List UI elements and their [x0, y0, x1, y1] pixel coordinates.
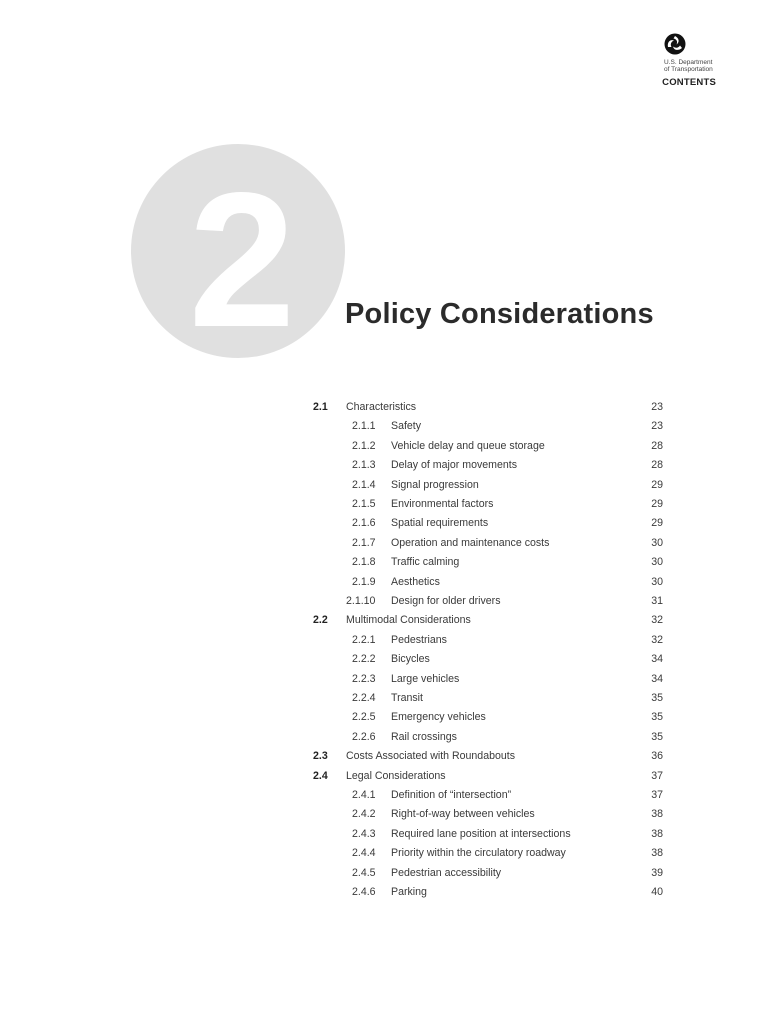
toc-entry-title[interactable]: Spatial requirements: [391, 517, 489, 530]
toc-section-entry[interactable]: [0, 611, 770, 630]
toc-entry-page: 37: [651, 789, 663, 801]
logo-line-1: U.S. Department: [664, 59, 713, 66]
toc-entry-title[interactable]: Vehicle delay and queue storage: [391, 439, 545, 452]
toc-entry-number: 2.1.7: [352, 536, 376, 549]
toc-subsection-entry[interactable]: [0, 844, 770, 863]
toc-entry-title[interactable]: Traffic calming: [391, 556, 460, 569]
toc-entry-title[interactable]: Bicycles: [391, 653, 430, 666]
toc-entry-page: 28: [651, 459, 663, 472]
toc-section-entry[interactable]: [0, 767, 770, 786]
toc-subsection-entry[interactable]: [0, 534, 770, 553]
toc-subsection-entry[interactable]: [0, 670, 770, 689]
toc-entry-title[interactable]: Delay of major movements: [391, 459, 517, 472]
toc-entry-title[interactable]: Pedestrian accessibility: [391, 866, 502, 879]
contents-link[interactable]: CONTENTS: [662, 77, 716, 88]
toc-subsection-entry[interactable]: [0, 689, 770, 708]
toc-subsection-entry[interactable]: [0, 456, 770, 475]
toc-entry-number: 2.1.6: [352, 517, 376, 530]
toc-entry-number: 2.1.9: [352, 575, 376, 588]
toc-subsection-entry[interactable]: [0, 573, 770, 592]
toc-entry-title[interactable]: Large vehicles: [391, 672, 460, 685]
toc-entry-number: 2.1.10: [346, 595, 376, 607]
toc-entry-number: 2.4.1: [352, 789, 376, 801]
toc-entry-title[interactable]: Legal Considerations: [346, 769, 446, 782]
toc-entry-page: 30: [651, 536, 663, 549]
toc-entry-title[interactable]: Multimodal Considerations: [346, 614, 471, 627]
toc-entry-title[interactable]: Definition of “intersection”: [391, 789, 512, 801]
toc-subsection-entry[interactable]: [0, 514, 770, 533]
toc-entry-page: 30: [651, 575, 663, 588]
toc-entry-number: 2.2.3: [352, 672, 376, 685]
toc-subsection-entry[interactable]: [0, 476, 770, 495]
toc-subsection-entry[interactable]: [0, 631, 770, 650]
chapter-number: 2: [188, 152, 296, 359]
toc-entry-page: 30: [651, 556, 663, 569]
toc-entry-title[interactable]: Operation and maintenance costs: [391, 536, 550, 549]
toc-entry-title[interactable]: Rail crossings: [391, 730, 457, 743]
toc-subsection-entry[interactable]: [0, 883, 770, 902]
toc-entry-page: 38: [651, 847, 663, 860]
toc-subsection-entry[interactable]: [0, 417, 770, 436]
toc-subsection-entry[interactable]: [0, 864, 770, 883]
toc-entry-number: 2.2.1: [352, 633, 376, 646]
toc-subsection-entry[interactable]: [0, 592, 770, 611]
toc-entry-number: 2.2.4: [352, 692, 376, 704]
toc-entry-page: 34: [651, 672, 663, 685]
toc-entry-page: 23: [651, 401, 663, 413]
toc-entry-number: 2.4.5: [352, 866, 376, 879]
toc-entry-page: 38: [651, 808, 663, 821]
toc-entry-number: 2.2.2: [352, 653, 376, 666]
dot-triskelion-icon: [664, 33, 686, 55]
toc-subsection-entry[interactable]: [0, 805, 770, 824]
toc-subsection-entry[interactable]: [0, 728, 770, 747]
toc-entry-title[interactable]: Emergency vehicles: [391, 711, 486, 724]
toc-entry-title[interactable]: Characteristics: [346, 401, 417, 413]
toc-entry-page: 29: [651, 517, 663, 530]
toc-entry-page: 32: [651, 614, 663, 627]
toc-entry-number: 2.1.2: [352, 439, 376, 452]
toc-entry-page: 38: [651, 827, 663, 840]
toc-entry-title[interactable]: Transit: [391, 692, 423, 704]
toc-section-entry[interactable]: [0, 747, 770, 766]
toc-entry-number: 2.3: [313, 750, 328, 763]
toc-entry-number: 2.1.4: [352, 478, 376, 491]
toc-entry-number: 2.1.8: [352, 556, 376, 569]
toc-entry-title[interactable]: Design for older drivers: [391, 595, 501, 607]
toc-entry-number: 2.2.6: [352, 730, 376, 743]
toc-entry-page: 39: [651, 866, 663, 879]
toc-entry-page: 31: [651, 595, 663, 607]
toc-entry-number: 2.1: [313, 401, 328, 413]
toc-section-entry[interactable]: [0, 398, 770, 417]
toc-entry-title[interactable]: Priority within the circulatory roadway: [391, 847, 566, 860]
toc-entry-number: 2.2: [313, 614, 328, 627]
toc-entry-page: 28: [651, 439, 663, 452]
toc-entry-number: 2.4: [313, 769, 328, 782]
toc-entry-page: 34: [651, 653, 663, 666]
toc-subsection-entry[interactable]: [0, 437, 770, 456]
toc-entry-page: 29: [651, 498, 663, 510]
toc-entry-number: 2.2.5: [352, 711, 376, 724]
toc-entry-number: 2.4.6: [352, 886, 376, 898]
toc-entry-page: 37: [651, 769, 663, 782]
toc-entry-title[interactable]: Environmental factors: [391, 498, 494, 510]
toc-entry-page: 35: [651, 711, 663, 724]
toc-entry-number: 2.1.5: [352, 498, 376, 510]
toc-subsection-entry[interactable]: [0, 553, 770, 572]
toc-entry-title[interactable]: Parking: [391, 886, 427, 898]
toc-entry-title[interactable]: Right-of-way between vehicles: [391, 808, 535, 821]
toc-entry-title[interactable]: Signal progression: [391, 478, 479, 491]
toc-entry-title[interactable]: Pedestrians: [391, 633, 447, 646]
toc-subsection-entry[interactable]: [0, 650, 770, 669]
toc-entry-number: 2.1.3: [352, 459, 376, 472]
chapter-title: Policy Considerations: [345, 298, 654, 330]
toc-entry-number: 2.1.1: [352, 420, 376, 433]
logo-line-2: of Transportation: [664, 66, 713, 73]
toc-entry-page: 29: [651, 478, 663, 491]
toc-entry-page: 36: [651, 750, 663, 763]
toc-subsection-entry[interactable]: [0, 495, 770, 514]
toc-subsection-entry[interactable]: [0, 786, 770, 805]
toc-entry-title[interactable]: Safety: [391, 420, 422, 433]
toc-entry-page: 35: [651, 692, 663, 704]
toc-entry-title[interactable]: Aesthetics: [391, 575, 440, 588]
toc-subsection-entry[interactable]: [0, 708, 770, 727]
toc-entry-title[interactable]: Required lane position at intersections: [391, 827, 571, 840]
toc-entry-page: 35: [651, 730, 663, 743]
toc-entry-number: 2.4.2: [352, 808, 376, 821]
chapter-number-graphic: [130, 143, 346, 359]
toc-subsection-entry[interactable]: [0, 825, 770, 844]
toc-entry-page: 32: [651, 633, 663, 646]
toc-entry-page: 23: [651, 420, 663, 433]
toc-entry-title[interactable]: Costs Associated with Roundabouts: [346, 750, 516, 763]
toc-entry-number: 2.4.3: [352, 827, 376, 840]
toc-entry-number: 2.4.4: [352, 847, 376, 860]
toc-entry-page: 40: [651, 886, 663, 898]
